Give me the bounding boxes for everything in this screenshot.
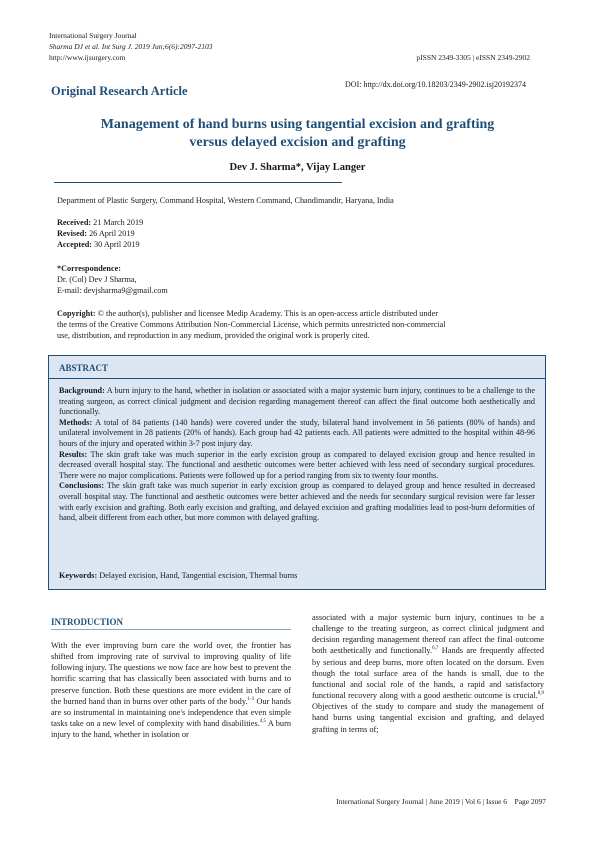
correspondence-label: *Correspondence: xyxy=(57,264,121,273)
received-date: Received: 21 March 2019 xyxy=(57,218,144,227)
affiliation: Department of Plastic Surgery, Command Hospital, Western Command, Chandimandir, Haryana, India xyxy=(57,196,394,205)
abstract-methods: Methods: A total of 84 patients (140 hands) were covered under the study, bilateral hand involvement in 56 patients (80% of hands) and unilateral involvement in 28 patients (20% of hands). Each group had 42 patients each. All patients were admitted to the hospital within 48-96 hours of the injury and operated within 3-7 post injury day. xyxy=(59,417,535,448)
abstract-divider xyxy=(49,378,545,379)
article-type: Original Research Article xyxy=(51,84,188,98)
page-footer: International Surgery Journal | June 2019 | Vol 6 | Issue 6 Page 2097 xyxy=(336,797,546,806)
intro-left-column: With the ever improving burn care the world over, the frontier has shifted from improving rate of survival to improving quality of life following injury. The questions we now face are how best to prevent the horrific scarring that has classically been associated with burns and to preserve function. Both these questions are more evident in the care of the burned hand than in burns over other parts of the body.$^{1-3}$ Our hands are so instrumental in maintaining one's independence that even simple tasks take on a new level of complexity with hand disabilities.$^{4,5}$ A burn injury to the hand, whether in isolation or xyxy=(51,641,291,740)
correspondence-email[interactable]: E-mail: devjsharma9@gmail.com xyxy=(57,286,168,295)
intro-rule xyxy=(51,629,291,630)
abstract-conclusions: Conclusions: The skin graft take was much superior in early excision group as compared to delayed group and hence resulted in decreased overall hospital stay. The functional and aesthetic outcomes were better achieved and the needs for secondary surgical revision were far lesser with early excision and grafting. Both early excision and grafting, and delayed excision and grafting modalities lead to post-burn deformities of hand, albeit different from each other, but more common with delayed grafting. xyxy=(59,481,535,523)
article-title xyxy=(40,116,555,152)
abstract-background: Background: A burn injury to the hand, whether in isolation or associated with a major systemic burn injury, continues to be a challenge to the treating surgeon, as correct clinical judgment and decision regarding management thereof can affect the final outcome both aesthetically and functionally. xyxy=(59,386,535,417)
abstract-body xyxy=(59,386,535,524)
abstract-results: Results: The skin graft take was much superior in the early excision group as compared to delayed excision group and hence resulted in decreased overall hospital stay. The functional and aesthetic outcomes were better achieved with less need of secondary surgical procedures. There were no major complications. Patients were followed up for a period ranging from six to twenty four months. xyxy=(59,449,535,480)
abstract-heading: ABSTRACT xyxy=(59,363,109,373)
accepted-date: Accepted: 30 April 2019 xyxy=(57,240,140,249)
title-line-2: versus delayed excision and grafting xyxy=(189,135,406,150)
dates xyxy=(57,217,143,250)
issn: pISSN 2349-3305 | eISSN 2349-2902 xyxy=(416,53,530,62)
authors: Dev J. Sharma*, Vijay Langer xyxy=(229,162,366,173)
copyright-label: Copyright: xyxy=(57,309,96,318)
keywords: Keywords: Delayed excision, Hand, Tangential excision, Thermal burns xyxy=(59,571,298,580)
divider xyxy=(54,182,342,183)
abstract-box xyxy=(48,355,546,590)
journal-url[interactable]: http://www.ijsurgery.com xyxy=(49,53,126,62)
correspondence-name: Dr. (Col) Dev J Sharma, xyxy=(57,275,137,284)
revised-date: Revised: 26 April 2019 xyxy=(57,229,135,238)
copyright: Copyright: © the author(s), publisher and licensee Medip Academy. This is an open-access article distributed under the terms of the Creative Commons Attribution Non-Commercial License, which permits unrestricted non-commercial use, distribution, and reproduction in any medium, provided the original work is properly cited. xyxy=(57,309,446,340)
intro-right-column: associated with a major systemic burn injury, continues to be a challenge to the treating surgeon, as correct clinical judgment and decision regarding management thereof can affect the final outcome both aesthetically and functionally.$^{6,7}$ Hands are frequently affected by serious and deep burns, more often located on the dorsum. Even though the total surface area of the hands is small, due to the functional and social role of the hands, a rapid and satisfactory functional recovery along with a good aesthetic outcome is crucial.$^{8,9}$ Objectives of the study to compare and study the management of hand burns using tangential excision and grafting, and delayed grafting in terms of; xyxy=(312,613,545,734)
citation: Sharma DJ et al. Int Surg J. 2019 Jun;6(6):2097-2103 xyxy=(49,42,213,51)
doi-link[interactable]: DOI: http://dx.doi.org/10.18203/2349-2902.isj20192374 xyxy=(345,80,526,89)
title-line-1: Management of hand burns using tangential excision and grafting xyxy=(100,117,495,132)
correspondence xyxy=(57,263,168,296)
intro-heading: INTRODUCTION xyxy=(51,617,124,627)
journal-name: International Surgery Journal xyxy=(49,31,137,40)
